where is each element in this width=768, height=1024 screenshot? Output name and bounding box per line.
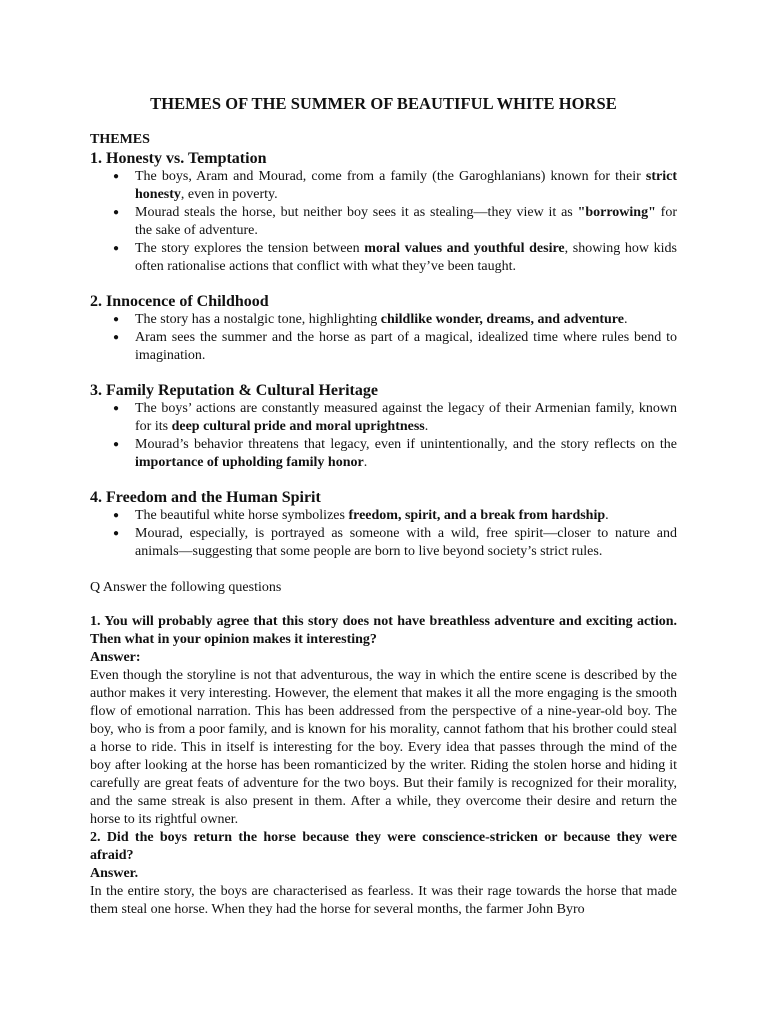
theme-section [90,488,677,561]
bullet-item [90,507,677,525]
bullet-list [90,400,677,472]
questions-prompt: Q Answer the following questions [90,580,282,595]
document-body [90,93,677,919]
bullet-icon: ● [113,528,120,539]
text-run: The beautiful white horse symbolizes [135,508,349,523]
bullet-item [90,525,677,561]
question-block [90,829,677,919]
answer-text: In the entire story, the boys are characterised as fearless. It was their rage towards the horse that made them steal one horse. When they had the horse for several months, the farmer John Byro [90,884,677,917]
text-run: Aram sees the summer and the horse as part of a magical, idealized time where rules bend to imagination. [135,330,677,363]
text-run: The boys, Aram and Mourad, come from a family (the Garoghlanians) known for their [135,169,646,184]
theme-section [90,149,677,276]
bullet-item [90,311,677,329]
text-run: The boys’ actions are constantly measured against the legacy of their Armenian family, known for its [135,401,677,434]
questions-section [90,613,677,919]
text-run: for the sake of adventure. [135,205,677,238]
bullet-list [90,168,677,276]
bullet-icon: ● [113,439,120,450]
bold-text: moral values and youthful desire [364,241,565,256]
bullet-item [90,240,677,276]
text-run: . [363,455,368,470]
bullet-icon: ● [113,171,120,182]
text-run: . [424,419,429,434]
bullet-item [90,168,677,204]
bullet-icon: ● [113,243,120,254]
bold-text: "borrowing" [577,205,656,220]
bullet-icon: ● [113,510,120,521]
themes-section [90,149,677,561]
bold-text: childlike wonder, dreams, and adventure [380,312,624,327]
text-run: The story explores the tension between [135,241,365,256]
text-run: , showing how kids often rationalise actions that conflict with what they’ve been taught. [135,241,677,274]
question-text: 1. You will probably agree that this story does not have breathless adventure and exciting action. Then what in your opinion makes it interesting? [90,614,677,647]
theme-section [90,381,677,472]
answer-text: Even though the storyline is not that adventurous, the way in which the entire scene is described by the author makes it very interesting. However, the element that makes it all the more engaging is the smooth flow of emotional narration. This has been addressed from the perspective of a nine-year-old boy. The boy, who is from a poor family, and is known for his morality, cannot fathom that his brother could steal a horse to ride. This in itself is interesting for the boy. Every idea that passes through the mind of the boy after looking at the horse has been romanticized by the writer. Riding the stolen horse and hiding it carefully are great feats of adventure for the two boys. But their family is recognized for their morality, and the same streak is also present in them. After a while, they overcome their desire and return the horse to its rightful owner. [90,668,677,827]
bullet-icon: ● [113,314,120,325]
bold-text: importance of upholding family honor [135,455,364,470]
text-run: Mourad’s behavior threatens that legacy, even if unintentionally, and the story reflects on the [135,437,677,452]
text-run: . [623,312,628,327]
bullet-list [90,507,677,561]
bullet-item [90,329,677,365]
theme-heading: 1. Honesty vs. Temptation [90,150,267,167]
text-run: . [605,508,609,523]
page-title: THEMES OF THE SUMMER OF BEAUTIFUL WHITE HORSE [150,94,617,113]
text-run: Mourad steals the horse, but neither boy sees it as stealing—they view it as [135,205,578,220]
answer-label: Answer: [90,650,141,665]
text-run: The story has a nostalgic tone, highlighting [135,312,381,327]
theme-heading: 2. Innocence of Childhood [90,293,269,310]
bullet-item [90,400,677,436]
answer-label: Answer. [90,866,139,881]
bullet-icon: ● [113,332,120,343]
question-block [90,613,677,829]
bullet-icon: ● [113,403,120,414]
text-run: Mourad, especially, is portrayed as someone with a wild, free spirit—closer to nature and animals—suggesting that some people are born to live beyond society’s strict rules. [135,526,677,559]
bold-text: deep cultural pride and moral uprightness [171,419,425,434]
themes-label: THEMES [90,132,150,147]
bullet-item [90,436,677,472]
theme-heading: 3. Family Reputation & Cultural Heritage [90,382,378,399]
theme-section [90,292,677,365]
text-run: , even in poverty. [180,187,278,202]
bullet-icon: ● [113,207,120,218]
question-text: 2. Did the boys return the horse because they were conscience-stricken or because they were afraid? [90,830,677,863]
theme-heading: 4. Freedom and the Human Spirit [90,489,321,506]
bullet-item [90,204,677,240]
bold-text: strict honesty [135,169,677,202]
bullet-list [90,311,677,365]
bold-text: freedom, spirit, and a break from hardship [348,508,606,523]
